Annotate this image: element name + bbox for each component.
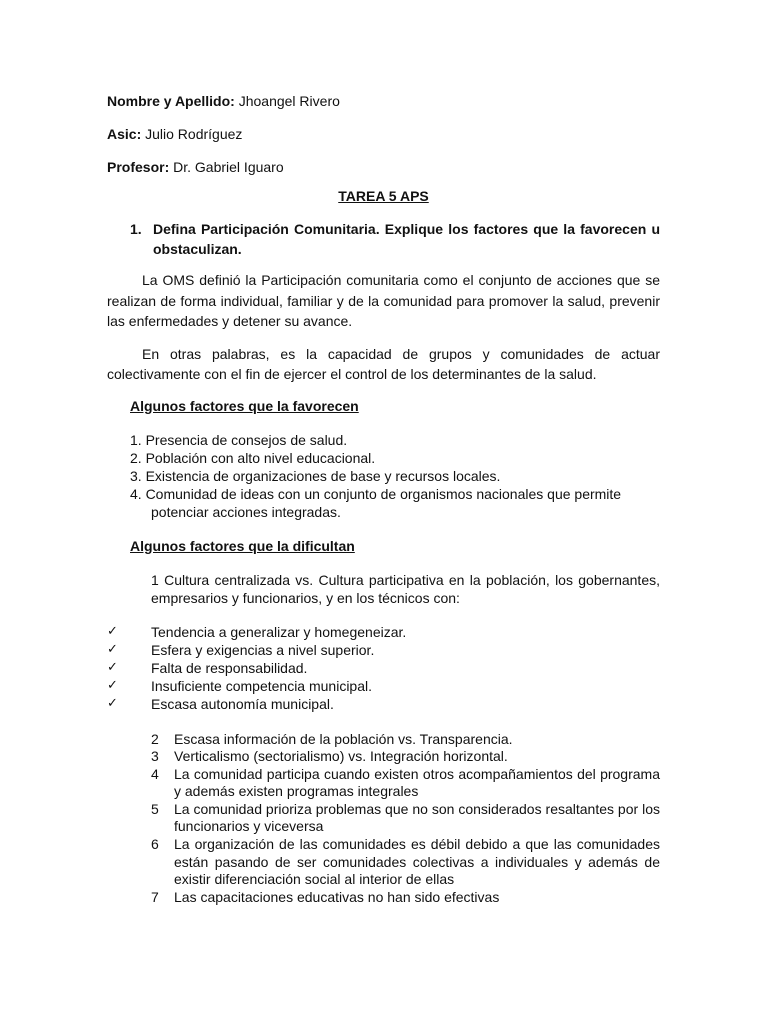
dificultan-heading: Algunos factores que la dificultan	[130, 537, 355, 554]
item-text: La organización de las comunidades es débil debido a que las comunidades están pasando de ser comunidades colectivas a individuales y además de existir diferenciación social al interior de ellas	[174, 836, 660, 888]
check-item-text: Insuficiente competencia municipal.	[151, 677, 373, 694]
checkmark-list	[107, 623, 660, 713]
item-number: 5	[151, 800, 159, 817]
profesor-line	[107, 158, 660, 176]
item-number: 3	[151, 748, 159, 765]
list-item	[151, 801, 660, 836]
check-item-text: Escasa autonomía municipal.	[151, 695, 334, 712]
checkmark-icon: ✓	[107, 659, 118, 675]
check-item-text: Tendencia a generalizar y homegeneizar.	[151, 623, 407, 640]
item-number: 4	[151, 765, 159, 782]
check-item-text: Esfera y exigencias a nivel superior.	[151, 641, 375, 658]
list-item	[107, 641, 660, 659]
item-text: Verticalismo (sectorialismo) vs. Integración horizontal.	[174, 748, 508, 765]
list-item: 1. Presencia de consejos de salud.	[130, 431, 348, 448]
paragraph-otras-palabras: En otras palabras, es la capacidad de grupos y comunidades de actuar colectivamente con el fin de ejercer el control de los determinantes de la salud.	[107, 345, 660, 382]
list-item	[151, 836, 660, 889]
student-name-label: Nombre y Apellido:	[107, 93, 235, 109]
list-item	[107, 677, 660, 695]
item-number: 2	[151, 730, 159, 747]
asic-line	[107, 125, 660, 143]
list-item	[107, 623, 660, 641]
profesor-label: Profesor:	[107, 159, 170, 175]
favorecen-list	[130, 431, 660, 521]
asic-value: Julio Rodríguez	[141, 126, 243, 142]
item-text: Escasa información de la población vs. Transparencia.	[174, 730, 513, 747]
profesor-value: Dr. Gabriel Iguaro	[169, 159, 284, 175]
paragraph-oms-definition: La OMS definió la Participación comunitaria como el conjunto de acciones que se realizan de forma individual, familiar y de la comunidad para promover la salud, prevenir las enfermedades y detener su avance.	[107, 272, 660, 329]
checkmark-icon: ✓	[107, 623, 118, 639]
list-item	[151, 748, 660, 766]
checkmark-icon: ✓	[107, 641, 118, 657]
item-number: 6	[151, 836, 159, 853]
favorecen-heading: Algunos factores que la favorecen	[130, 397, 359, 414]
item-text: Las capacitaciones educativas no han sido efectivas	[174, 888, 500, 905]
item-text: La comunidad prioriza problemas que no son considerados resaltantes por los funcionarios y viceversa	[174, 800, 660, 835]
question-text: Defina Participación Comunitaria. Explique los factores que la favorecen u obstaculizan.	[153, 221, 660, 257]
item-text: La comunidad participa cuando existen otros acompañamientos del programa y además existen programas integrales	[174, 765, 660, 800]
document-title: TAREA 5 APS	[338, 188, 429, 204]
list-item	[151, 889, 660, 907]
dificultan-numbered-list	[151, 731, 660, 907]
dificultan-intro: 1 Cultura centralizada vs. Cultura participativa en la población, los gobernantes, empresarios y funcionarios, y en los técnicos con:	[151, 571, 660, 606]
list-item	[107, 695, 660, 713]
student-name-line	[107, 92, 660, 110]
list-item	[151, 731, 660, 749]
list-item	[107, 659, 660, 677]
checkmark-icon: ✓	[107, 677, 118, 693]
asic-label: Asic:	[107, 126, 142, 142]
student-name-value: Jhoangel Rivero	[234, 93, 340, 109]
check-item-text: Falta de responsabilidad.	[151, 659, 308, 676]
list-item: 4. Comunidad de ideas con un conjunto de organismos nacionales que permite potenciar acciones integradas.	[130, 485, 622, 520]
list-item: 3. Existencia de organizaciones de base y recursos locales.	[130, 467, 501, 484]
list-item	[151, 766, 660, 801]
item-number: 7	[151, 888, 159, 905]
document-body	[107, 92, 660, 906]
checkmark-icon: ✓	[107, 695, 118, 711]
question-1	[107, 219, 660, 259]
list-item: 2. Población con alto nivel educacional.	[130, 449, 376, 466]
question-number: 1.	[130, 221, 142, 237]
